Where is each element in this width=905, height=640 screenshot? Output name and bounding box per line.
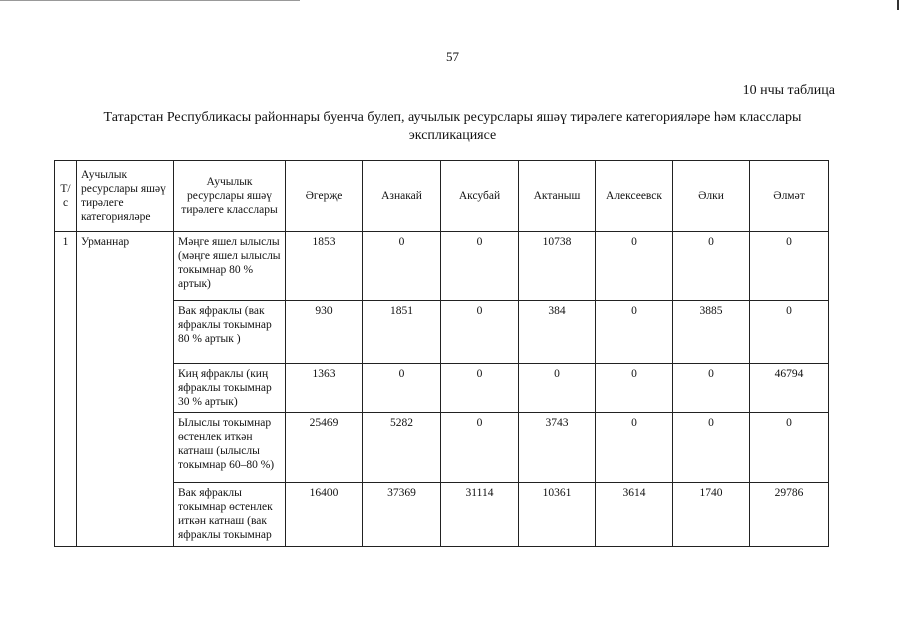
header-class: Аучылык ресурслары яшәү тирәлеге класслары: [174, 161, 286, 232]
table-cell: 0: [441, 364, 519, 413]
table-number: 10 нчы таблица: [742, 83, 835, 98]
row-class: Киң яфраклы (киң яфраклы токымнар 30 % артык): [174, 364, 286, 413]
scan-edge-mark: [897, 0, 899, 10]
table-cell: 10361: [519, 483, 596, 547]
header-row: [55, 161, 829, 232]
table-cell: 29786: [750, 483, 829, 547]
table-cell: 16400: [286, 483, 363, 547]
header-district: Актаныш: [519, 161, 596, 232]
page-number: 57: [446, 49, 459, 64]
table-cell: 0: [596, 301, 673, 364]
table-cell: 31114: [441, 483, 519, 547]
table-cell: 46794: [750, 364, 829, 413]
table-cell: 3614: [596, 483, 673, 547]
table-cell: 0: [673, 232, 750, 301]
row-class: Вак яфраклы токымнар өстенлек иткән катнаш (вак яфраклы токымнар: [174, 483, 286, 547]
table-cell: 0: [750, 413, 829, 483]
table-cell: 930: [286, 301, 363, 364]
header-district: Азнакай: [363, 161, 441, 232]
table-cell: 3885: [673, 301, 750, 364]
table-cell: 1363: [286, 364, 363, 413]
row-category: Урманнар: [77, 232, 174, 547]
header-district: Аксубай: [441, 161, 519, 232]
table-cell: 0: [750, 232, 829, 301]
header-district: Әлмәт: [750, 161, 829, 232]
table-cell: 25469: [286, 413, 363, 483]
table-cell: 0: [673, 413, 750, 483]
row-class: Вак яфраклы (вак яфраклы токымнар 80 % артык ): [174, 301, 286, 364]
header-category: Аучылык ресурслары яшәү тирәлеге категорияләре: [77, 161, 174, 232]
table-cell: 10738: [519, 232, 596, 301]
table-cell: 0: [363, 232, 441, 301]
header-district: Алексеевск: [596, 161, 673, 232]
row-index: 1: [55, 232, 77, 547]
table-cell: 0: [596, 364, 673, 413]
row-class: Ылыслы токымнар өстенлек иткән катнаш (ылыслы токымнар 60–80 %): [174, 413, 286, 483]
row-class: Мәңге яшел ылыслы (мәңге яшел ылыслы токымнар 80 % артык): [174, 232, 286, 301]
table-cell: 0: [750, 301, 829, 364]
table-cell: 3743: [519, 413, 596, 483]
table-cell: 5282: [363, 413, 441, 483]
table-cell: 0: [441, 232, 519, 301]
header-index: Т/с: [55, 161, 77, 232]
table-cell: 0: [673, 364, 750, 413]
table-cell: 0: [596, 413, 673, 483]
table-cell: 0: [441, 413, 519, 483]
table-cell: 0: [519, 364, 596, 413]
scan-edge-line: [0, 0, 300, 1]
table-cell: 0: [596, 232, 673, 301]
header-district: Әлки: [673, 161, 750, 232]
table-cell: 1853: [286, 232, 363, 301]
table-cell: 0: [363, 364, 441, 413]
table-cell: 384: [519, 301, 596, 364]
table-cell: 1740: [673, 483, 750, 547]
table-row: [55, 232, 829, 301]
table-cell: 1851: [363, 301, 441, 364]
explication-table: [54, 160, 829, 547]
document-title: Татарстан Республикасы районнары буенча булеп, аучылык ресурслары яшәү тирәлеге категорияләре һәм класслары экспликациясе: [103, 110, 802, 143]
header-district: Әгерҗе: [286, 161, 363, 232]
table-cell: 0: [441, 301, 519, 364]
table-cell: 37369: [363, 483, 441, 547]
